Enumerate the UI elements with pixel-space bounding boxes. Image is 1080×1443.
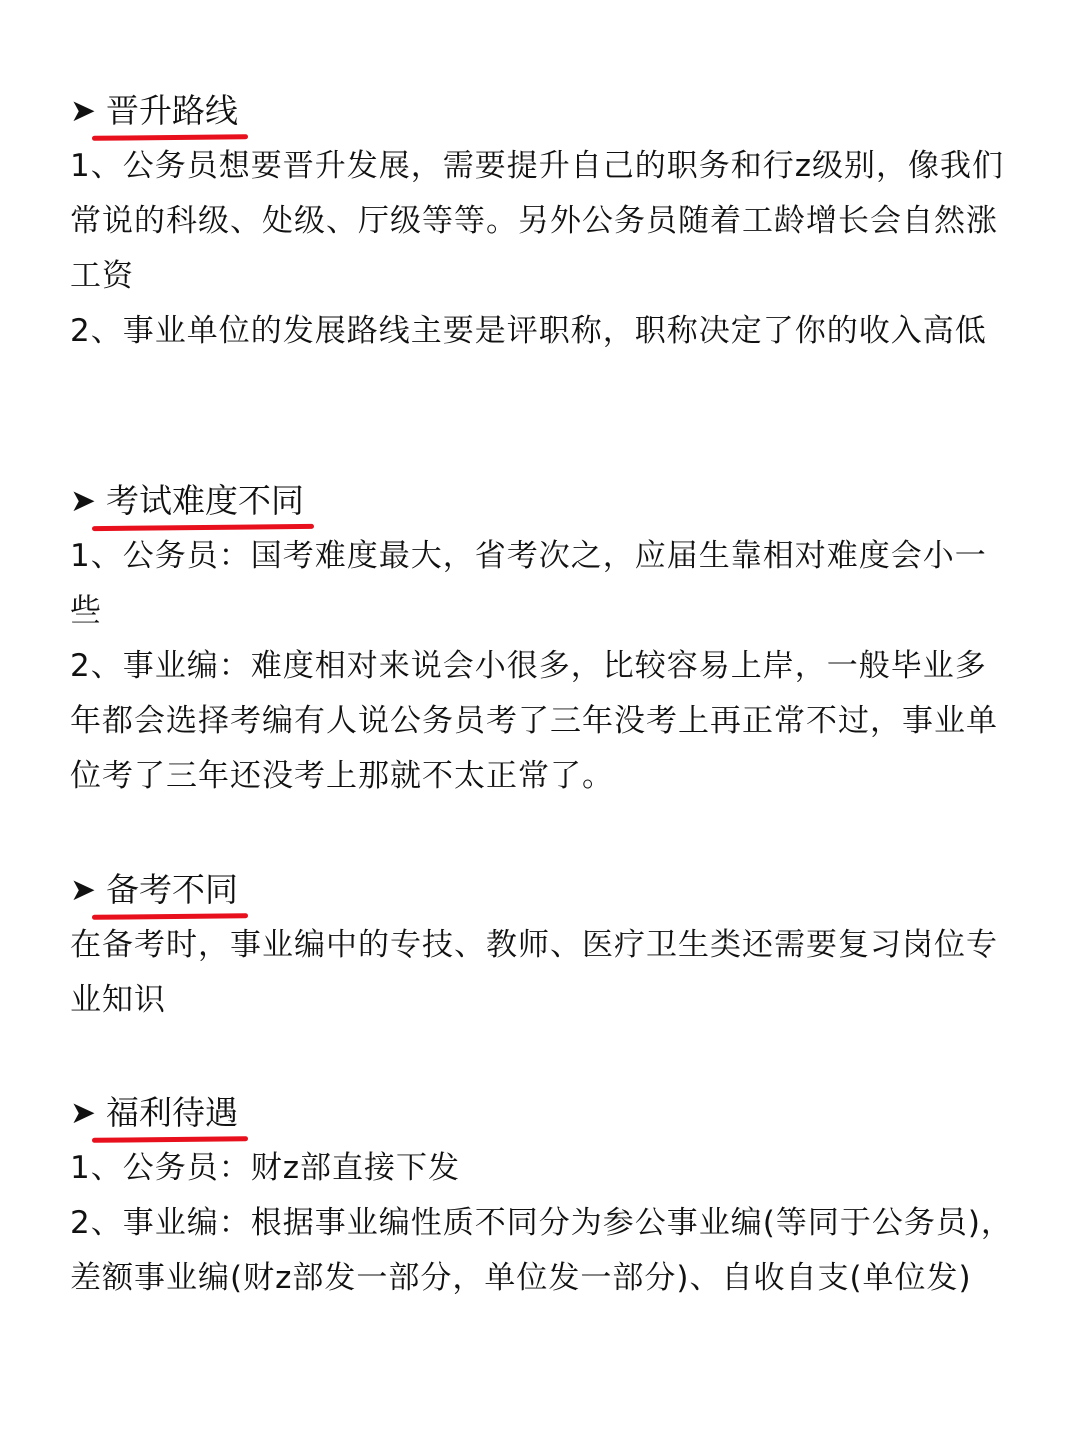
- paragraph: 在备考时，事业编中的专技、教师、医疗卫生类还需要复习岗位专业知识: [70, 927, 998, 1018]
- heading-text: 备考不同: [106, 870, 238, 909]
- arrow-icon: ➤: [70, 483, 96, 519]
- paragraph: 1、公务员：财z部直接下发: [70, 1150, 460, 1186]
- section-heading: [70, 1087, 1015, 1139]
- heading-text: 晋升路线: [106, 91, 238, 130]
- paragraph: 1、公务员：国考难度最大，省考次之，应届生靠相对难度会小一些: [70, 538, 987, 629]
- paragraph: 2、事业编：难度相对来说会小很多，比较容易上岸，一般毕业多年都会选择考编有人说公务员考了三年没考上再正常不过，事业单位考了三年还没考上那就不太正常了。: [70, 648, 998, 794]
- section-promotion: [70, 85, 1015, 359]
- arrow-icon: ➤: [70, 93, 96, 129]
- paragraph: 2、事业单位的发展路线主要是评职称，职称决定了你的收入高低: [70, 313, 987, 349]
- arrow-icon: ➤: [70, 1095, 96, 1131]
- section-heading: [70, 475, 1015, 527]
- section-benefits: [70, 1087, 1015, 1306]
- paragraph: 1、公务员想要晋升发展，需要提升自己的职务和行z级别，像我们常说的科级、处级、厅级等等。另外公务员随着工龄增长会自然涨工资: [70, 148, 1004, 294]
- paragraph: 2、事业编：根据事业编性质不同分为参公事业编(等同于公务员)，差额事业编(财z部发一部分，单位发一部分)、自收自支(单位发): [70, 1205, 1013, 1296]
- heading-text: 考试难度不同: [106, 481, 304, 520]
- arrow-icon: ➤: [70, 872, 96, 908]
- section-preparation: [70, 864, 1015, 1028]
- heading-text: 福利待遇: [106, 1093, 238, 1132]
- section-heading: [70, 85, 1015, 137]
- section-exam-difficulty: [70, 475, 1015, 804]
- section-heading: [70, 864, 1015, 916]
